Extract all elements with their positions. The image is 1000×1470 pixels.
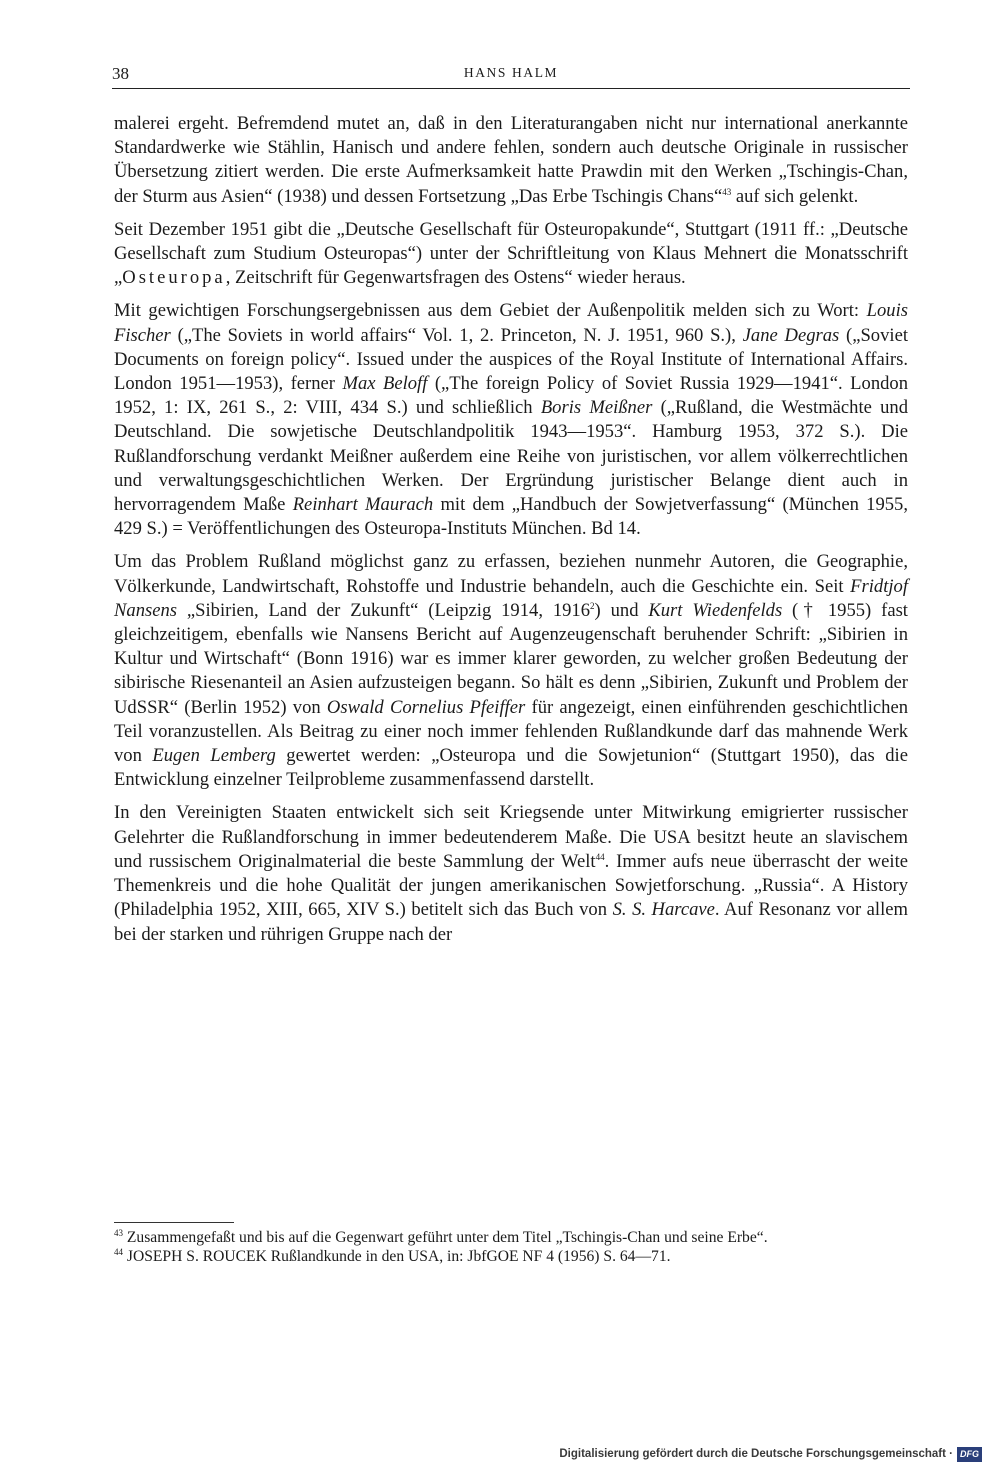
paragraph	[114, 550, 908, 792]
running-header	[112, 62, 910, 89]
author-name: Kurt Wiedenfelds	[648, 599, 783, 621]
paragraph	[114, 112, 908, 209]
footnote-reference: 2	[590, 600, 595, 611]
author-name: Max Beloff	[342, 373, 428, 395]
footnote-text: Zusammengefaßt und bis auf die Gegenwart geführt unter dem Titel „Tschingis-Chan und seine Erbe“.	[126, 1229, 768, 1246]
author-name: S. S. Harcave	[612, 899, 715, 921]
text-run: mit dem „Handbuch der Sowjetverfassung“ (München 1955, 429 S.) = Veröffentlichungen des Osteuropa-Instituts München. Bd 14.	[114, 494, 908, 540]
text-run: („Soviet Documents on foreign policy“. Issued under the auspices of the Royal Institute of International Affairs. London 1951—1953), ferner	[114, 324, 908, 395]
footnote	[114, 1247, 908, 1266]
author-name: Boris Meißner	[540, 397, 653, 419]
footnotes	[114, 1228, 908, 1266]
text-run: In den Vereinigten Staaten entwickelt sich seit Kriegsende unter Mitwirkung emigrierter russischer Gelehrter die Rußlandforschung in immer bedeutenderem Maße. Die USA besitzt heute an slavischem und russischem Originalmaterial die beste Sammlung der Welt	[114, 802, 908, 872]
footnote	[114, 1228, 908, 1247]
paragraph	[114, 218, 908, 291]
text-run: „Sibirien, Land der Zukunft“ (Leipzig 1914, 1916	[177, 599, 591, 621]
running-head-author: HANS HALM	[463, 65, 559, 80]
text-run: gewertet werden: „Osteuropa und die Sowjetunion“ (Stuttgart 1950), das die Entwicklung einzelner Teilprobleme zusammenfassend darstellt.	[114, 745, 908, 791]
text-run: Seit Dezember 1951 gibt die „Deutsche Gesellschaft für Osteuropakunde“, Stuttgart (1911 ff.: „Deutsche Gesellschaft zum Studium Osteuropas“) unter der Schriftleitung von Klaus Mehnert die Monatsschrift „	[114, 218, 908, 289]
digitization-credit	[559, 1444, 982, 1464]
text-run: für angezeigt, einen einführenden geschichtlichen Teil voranzustellen. Als Beitrag zu einer noch immer fehlenden Rußlandkunde darf das mahnende Werk von	[114, 696, 908, 767]
author-name: Oswald Cornelius Pfeiffer	[326, 696, 526, 718]
spaced-title: Osteuropa	[122, 267, 226, 289]
paragraph	[114, 299, 908, 541]
page-number: 38	[112, 64, 129, 83]
footnote-mark: 44	[114, 1246, 123, 1257]
author-name: Reinhart Maurach	[292, 494, 434, 516]
author-name: Jane Degras	[742, 324, 840, 346]
main-text	[114, 112, 908, 956]
credit-text: Digitalisierung gefördert durch die Deutsche Forschungsgemeinschaft ·	[559, 1448, 953, 1460]
footnote-reference: 43	[722, 186, 732, 197]
dfg-logo: DFG	[957, 1447, 982, 1462]
text-run: . Immer aufs neue überrascht der weite Themenkreis und die hohe Qualität der jungen amerikanischen Sowjetforschung. „Russia“. A History (Philadelphia 1952, XIII, 665, XIV S.) betitelt sich das Buch von	[114, 850, 908, 921]
text-run: malerei ergeht. Befremdend mutet an, daß in den Literaturangaben nicht nur international anerkannte Standardwerke wie Stählin, Hanisch und andere fehlen, sondern auch deutsche Originale in russischer Übersetzung zitiert werden. Die erste Aufmerksamkeit hatte Prawdin mit den Werken „Tschingis-Chan, der Sturm aus Asien“ (1938) und dessen Fortsetzung „Das Erbe Tschingis Chans“	[114, 113, 908, 207]
text-run: auf sich gelenkt.	[731, 185, 859, 207]
footnote-mark: 43	[114, 1227, 123, 1238]
author-name: Fridtjof Nansens	[114, 575, 908, 621]
text-run: („Rußland, die Westmächte und Deutschland. Die sowjetische Deutschlandpolitik 1943—1953“. Hamburg 1953, 372 S.). Die Rußlandforschung verdankt Meißner außerdem eine Reihe von juristischen, vor allem völkerrechtlichen und verwaltungsgeschichtlichen Werken. Der Ergründung juristischer Belange dient auch in hervorragendem Maße	[114, 397, 908, 516]
footnote-divider	[114, 1222, 234, 1223]
text-run: Mit gewichtigen Forschungsergebnissen aus dem Gebiet der Außenpolitik melden sich zu Wort:	[114, 300, 867, 322]
text-run: („The Soviets in world affairs“ Vol. 1, 2. Princeton, N. J. 1951, 960 S.),	[170, 324, 743, 346]
author-name: Louis Fischer	[114, 300, 908, 346]
paragraph	[114, 801, 908, 946]
text-run: Um das Problem Rußland möglichst ganz zu erfassen, beziehen nunmehr Autoren, die Geographie, Völkerkunde, Landwirtschaft, Rohstoffe und Industrie behandeln, auch die Geschichte ein. Seit	[114, 551, 908, 597]
text-run: („The foreign Policy of Soviet Russia 1929—1941“. London 1952, 1: IX, 261 S., 2: VIII, 434 S.) und schließlich	[114, 373, 909, 419]
footnote-reference: 44	[595, 851, 605, 862]
footnote-text: JOSEPH S. ROUCEK Rußlandkunde in den USA, in: JbfGOE NF 4 (1956) S. 64—71.	[126, 1248, 671, 1265]
author-name: Eugen Lemberg	[152, 745, 276, 767]
text-run: , Zeitschrift für Gegenwartsfragen des Ostens“ wieder heraus.	[225, 267, 686, 289]
text-run: ) und	[594, 599, 649, 621]
text-run: . Auf Resonanz vor allem bei der starken und rührigen Gruppe nach der	[114, 899, 908, 945]
text-run: († 1955) fast gleichzeitigem, ebenfalls wie Nansens Bericht auf Augenzeugenschaft beruhender Schrift: „Sibirien in Kultur und Wirtschaft“ (Bonn 1916) war es immer klarer geworden, zu welcher großen Bedeutung der sibirische Riesenanteil an Asien aufzusteigen begann. So hält es denn „Sibirien, Zukunft und Problem der UdSSR“ (Berlin 1952) von	[114, 599, 908, 718]
